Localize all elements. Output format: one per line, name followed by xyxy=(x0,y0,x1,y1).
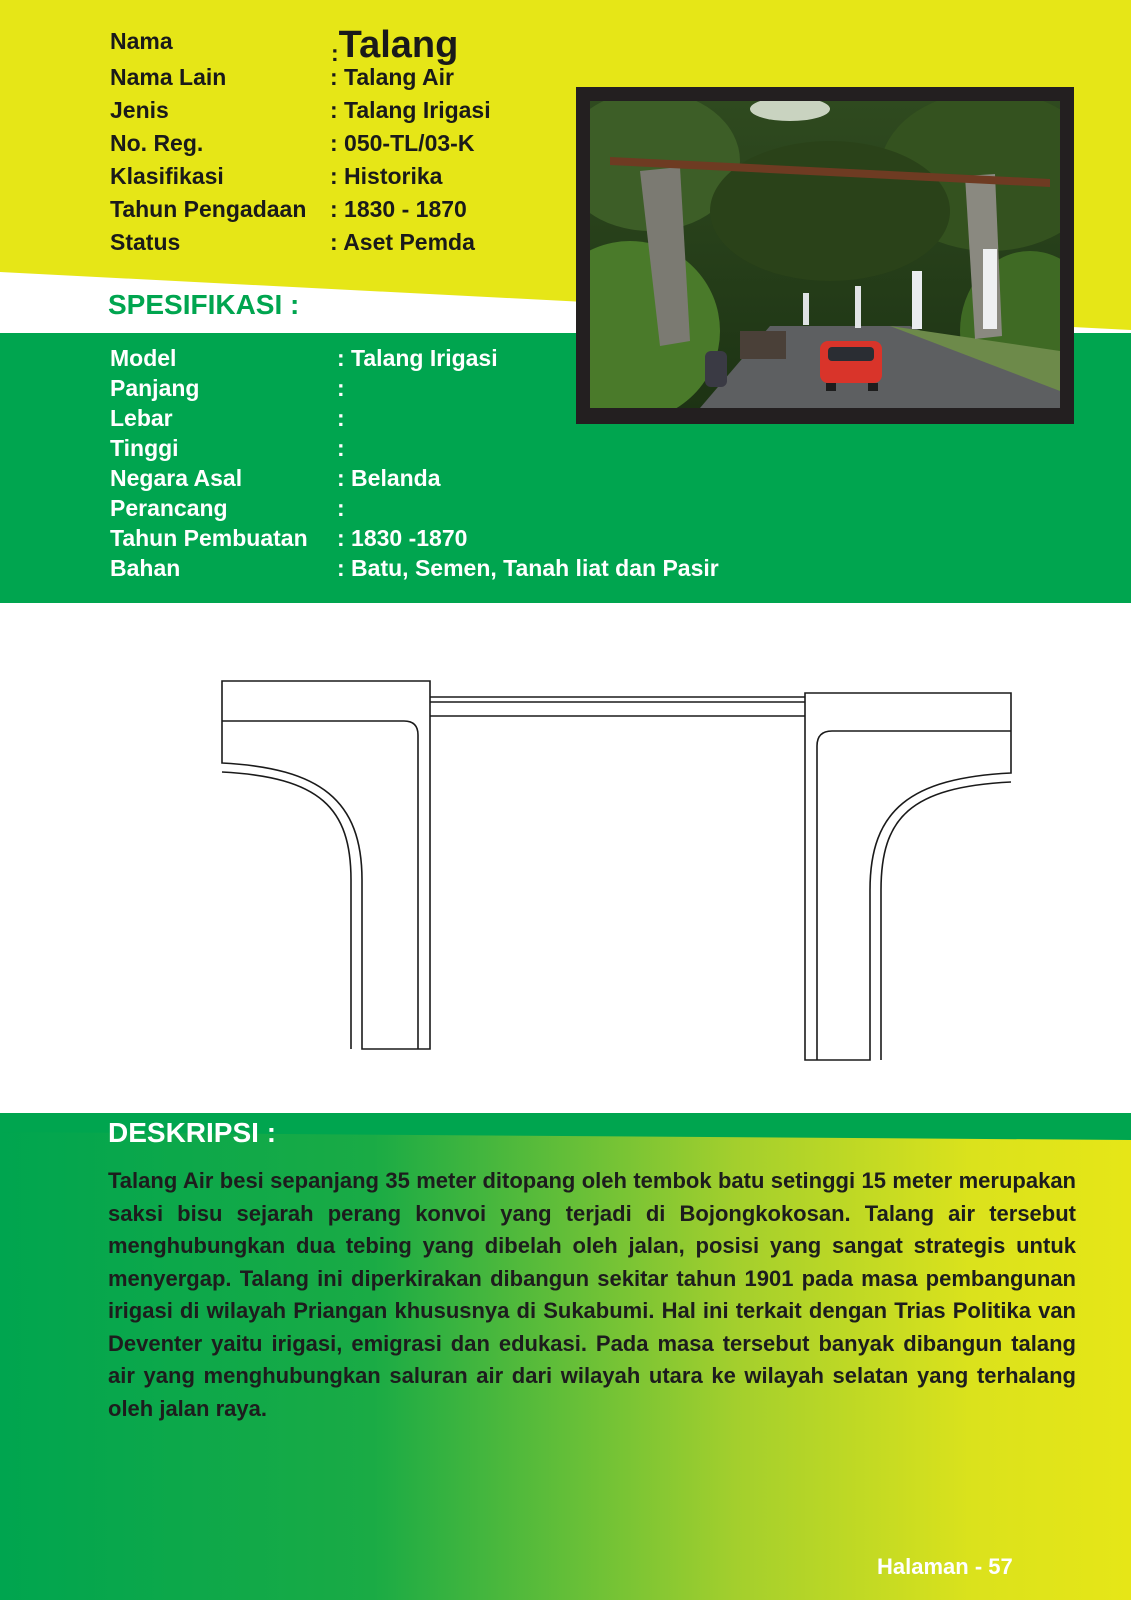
left-pillar-curve xyxy=(222,772,351,1049)
object-title: Talang xyxy=(338,24,459,66)
identity-label: Jenis xyxy=(110,97,169,123)
spec-value: : xyxy=(337,495,345,521)
spec-label: Tahun Pembuatan xyxy=(110,525,308,551)
spec-label: Panjang xyxy=(110,375,200,401)
spec-label: Tinggi xyxy=(110,435,179,461)
left-pillar-inner xyxy=(222,721,418,1049)
spec-label: Negara Asal xyxy=(110,465,243,491)
deskripsi-heading: DESKRIPSI : xyxy=(108,1117,277,1148)
spec-label: Perancang xyxy=(110,495,228,521)
identity-label: Nama xyxy=(110,28,173,54)
right-pillar-inner xyxy=(817,731,1011,1060)
right-pillar-outline xyxy=(805,693,1011,1060)
identity-label: No. Reg. xyxy=(110,130,204,156)
spesifikasi-heading: SPESIFIKASI : xyxy=(108,289,300,320)
identity-value: :Talang xyxy=(331,24,459,66)
identity-value: : Aset Pemda xyxy=(330,229,475,255)
description-text: Talang Air besi sepanjang 35 meter ditopang oleh tembok batu setinggi 15 meter merupakan saksi bisu sejarah perang konvoi yang terjadi di Bojongkokosan. Talang air tersebut menghubungkan dua tebing yang dibelah oleh jalan, posisi yang sangat strategis untuk menyergap. Talang ini diperkirakan dibangun sekitar tahun 1901 pada masa pembangunan irigasi di wilayah Priangan khususnya di Sukabumi. Hal ini terkait dengan Trias Politika van Deventer yaitu irigasi, emigrasi dan edukasi. Pada masa tersebut banyak dibangun talang air yang menghubungkan saluran air dari wilayah utara ke wilayah selatan yang terhalang oleh jalan raya. xyxy=(108,1168,1076,1421)
right-pillar-curve xyxy=(881,782,1011,1060)
identity-value: : Talang Irigasi xyxy=(330,97,491,123)
identity-value: : Historika xyxy=(330,163,443,189)
page-number: Halaman - 57 xyxy=(877,1554,1013,1579)
identity-label: Nama Lain xyxy=(110,64,227,90)
spec-label: Model xyxy=(110,345,177,371)
spec-value: : Belanda xyxy=(337,465,441,491)
identity-label: Tahun Pengadaan xyxy=(110,196,307,222)
spec-value: : 1830 -1870 xyxy=(337,525,468,551)
spec-value: : xyxy=(337,435,345,461)
spec-value: : Batu, Semen, Tanah liat dan Pasir xyxy=(337,555,719,581)
spec-value: : Talang Irigasi xyxy=(337,345,498,371)
identity-label: Klasifikasi xyxy=(110,163,224,189)
identity-label: Status xyxy=(110,229,181,255)
left-pillar-outline xyxy=(222,681,430,1049)
spec-value: : xyxy=(337,375,345,401)
spec-value: : xyxy=(337,405,345,431)
spec-label: Bahan xyxy=(110,555,181,581)
spec-label: Lebar xyxy=(110,405,173,431)
identity-value: : 050-TL/03-K xyxy=(330,130,475,156)
identity-value: : 1830 - 1870 xyxy=(330,196,467,222)
identity-value: : Talang Air xyxy=(330,64,454,90)
